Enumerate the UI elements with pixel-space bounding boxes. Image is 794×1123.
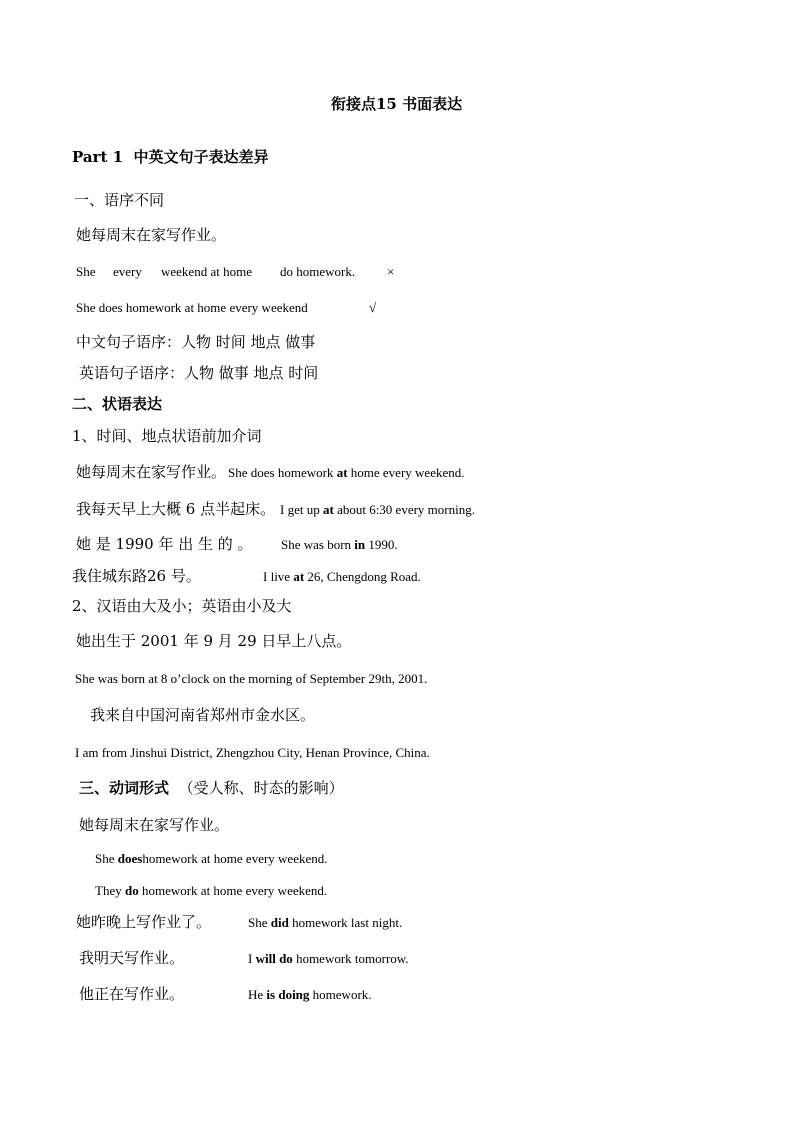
example-en-pre: She was born	[281, 537, 355, 552]
they-sentence	[95, 884, 327, 897]
verb-heading: 三、动词形式	[79, 779, 170, 797]
verb-zh: 他正在写作业。	[79, 985, 185, 1003]
example-en-bold: at	[293, 569, 305, 584]
example-row	[76, 536, 398, 552]
example-zh: 她每周末在家写作业。	[76, 463, 227, 481]
example-zh: 她 是 1990 年 出 生 的 。	[76, 535, 253, 553]
verb-example-zh: 她每周末在家写作业。	[79, 816, 230, 834]
example-en-pre: I live	[263, 569, 294, 584]
sentence-pre: She	[95, 851, 118, 866]
subheading-order-size: 2、汉语由大及小；英语由小及大	[72, 597, 292, 615]
order-zh: 中文句子语序：人物 时间 地点 做事	[76, 333, 316, 351]
sentence-bold: will do	[255, 951, 293, 966]
order-en: 英语句子语序：人物 做事 地点 时间	[79, 364, 319, 382]
verb-row	[79, 986, 372, 1002]
example-en-bold: at	[336, 465, 348, 480]
verb-zh: 我明天写作业。	[79, 949, 185, 967]
sentence-post: homework at home every weekend.	[138, 883, 328, 898]
verb-row	[79, 950, 409, 966]
sentence-bold: do	[124, 883, 139, 898]
section-heading-adverbial: 二、状语表达	[72, 395, 163, 413]
sentence-post: homework.	[309, 987, 372, 1002]
example-en-post: about 6:30 every morning.	[333, 502, 475, 517]
example-en-bold: at	[322, 502, 334, 517]
she-sentence	[95, 852, 328, 865]
wrong-sentence	[76, 265, 394, 278]
sentence-post: homework tomorrow.	[292, 951, 409, 966]
sentence-pre: They	[95, 883, 125, 898]
example-zh: 我每天早上大概 6 点半起床。	[76, 500, 276, 518]
sentence-bold: does	[117, 851, 143, 866]
example-en-pre: She does homework	[228, 465, 337, 480]
example-en-post: 26, Chengdong Road.	[304, 569, 421, 584]
verb-zh: 她昨晚上写作业了。	[76, 913, 212, 931]
sentence-pre: She	[248, 915, 271, 930]
verb-note: （受人称、时态的影响）	[178, 779, 344, 797]
sentence-post: homework at home every weekend.	[142, 851, 328, 866]
verb-row	[76, 914, 402, 930]
sentence-bold: is doing	[266, 987, 310, 1002]
section-heading-word-order: 一、语序不同	[74, 191, 165, 209]
wrong-word: She	[76, 264, 96, 279]
example-zh: 我住城东路26 号。	[72, 567, 201, 585]
wrong-mark: ×	[387, 264, 395, 279]
sentence-pre: I	[248, 951, 256, 966]
section-heading-verb-form	[79, 781, 344, 796]
sentence-post: homework last night.	[288, 915, 403, 930]
example-en-post: 1990.	[365, 537, 398, 552]
example-row	[72, 568, 421, 584]
example-en-bold: in	[354, 537, 366, 552]
birth-en: She was born at 8 o’clock on the morning of September 29th, 2001.	[75, 671, 428, 686]
example-en-pre: I get up	[280, 502, 323, 517]
right-text: She does homework at home every weekend	[76, 300, 308, 315]
right-sentence	[76, 301, 376, 314]
wrong-word: weekend at home	[161, 264, 252, 279]
example-row	[76, 464, 464, 480]
sentence-bold: did	[270, 915, 289, 930]
from-en: I am from Jinshui District, Zhengzhou City, Henan Province, China.	[75, 745, 430, 760]
from-zh: 我来自中国河南省郑州市金水区。	[90, 706, 316, 724]
wrong-word: every	[113, 264, 142, 279]
wrong-word: do homework.	[280, 264, 356, 279]
right-mark: √	[369, 300, 377, 315]
part-title: 中英文句子表达差异	[133, 148, 269, 166]
part-label: Part 1	[72, 148, 124, 166]
part-heading	[72, 150, 269, 165]
example-en-post: home every weekend.	[347, 465, 465, 480]
example-zh: 她每周末在家写作业。	[76, 226, 227, 244]
subheading-prepositions: 1、时间、地点状语前加介词	[72, 427, 262, 445]
sentence-pre: He	[248, 987, 267, 1002]
example-row	[76, 501, 475, 517]
page-title: 衔接点15 书面表达	[331, 95, 463, 113]
birth-zh: 她出生于 2001 年 9 月 29 日早上八点。	[76, 632, 352, 650]
